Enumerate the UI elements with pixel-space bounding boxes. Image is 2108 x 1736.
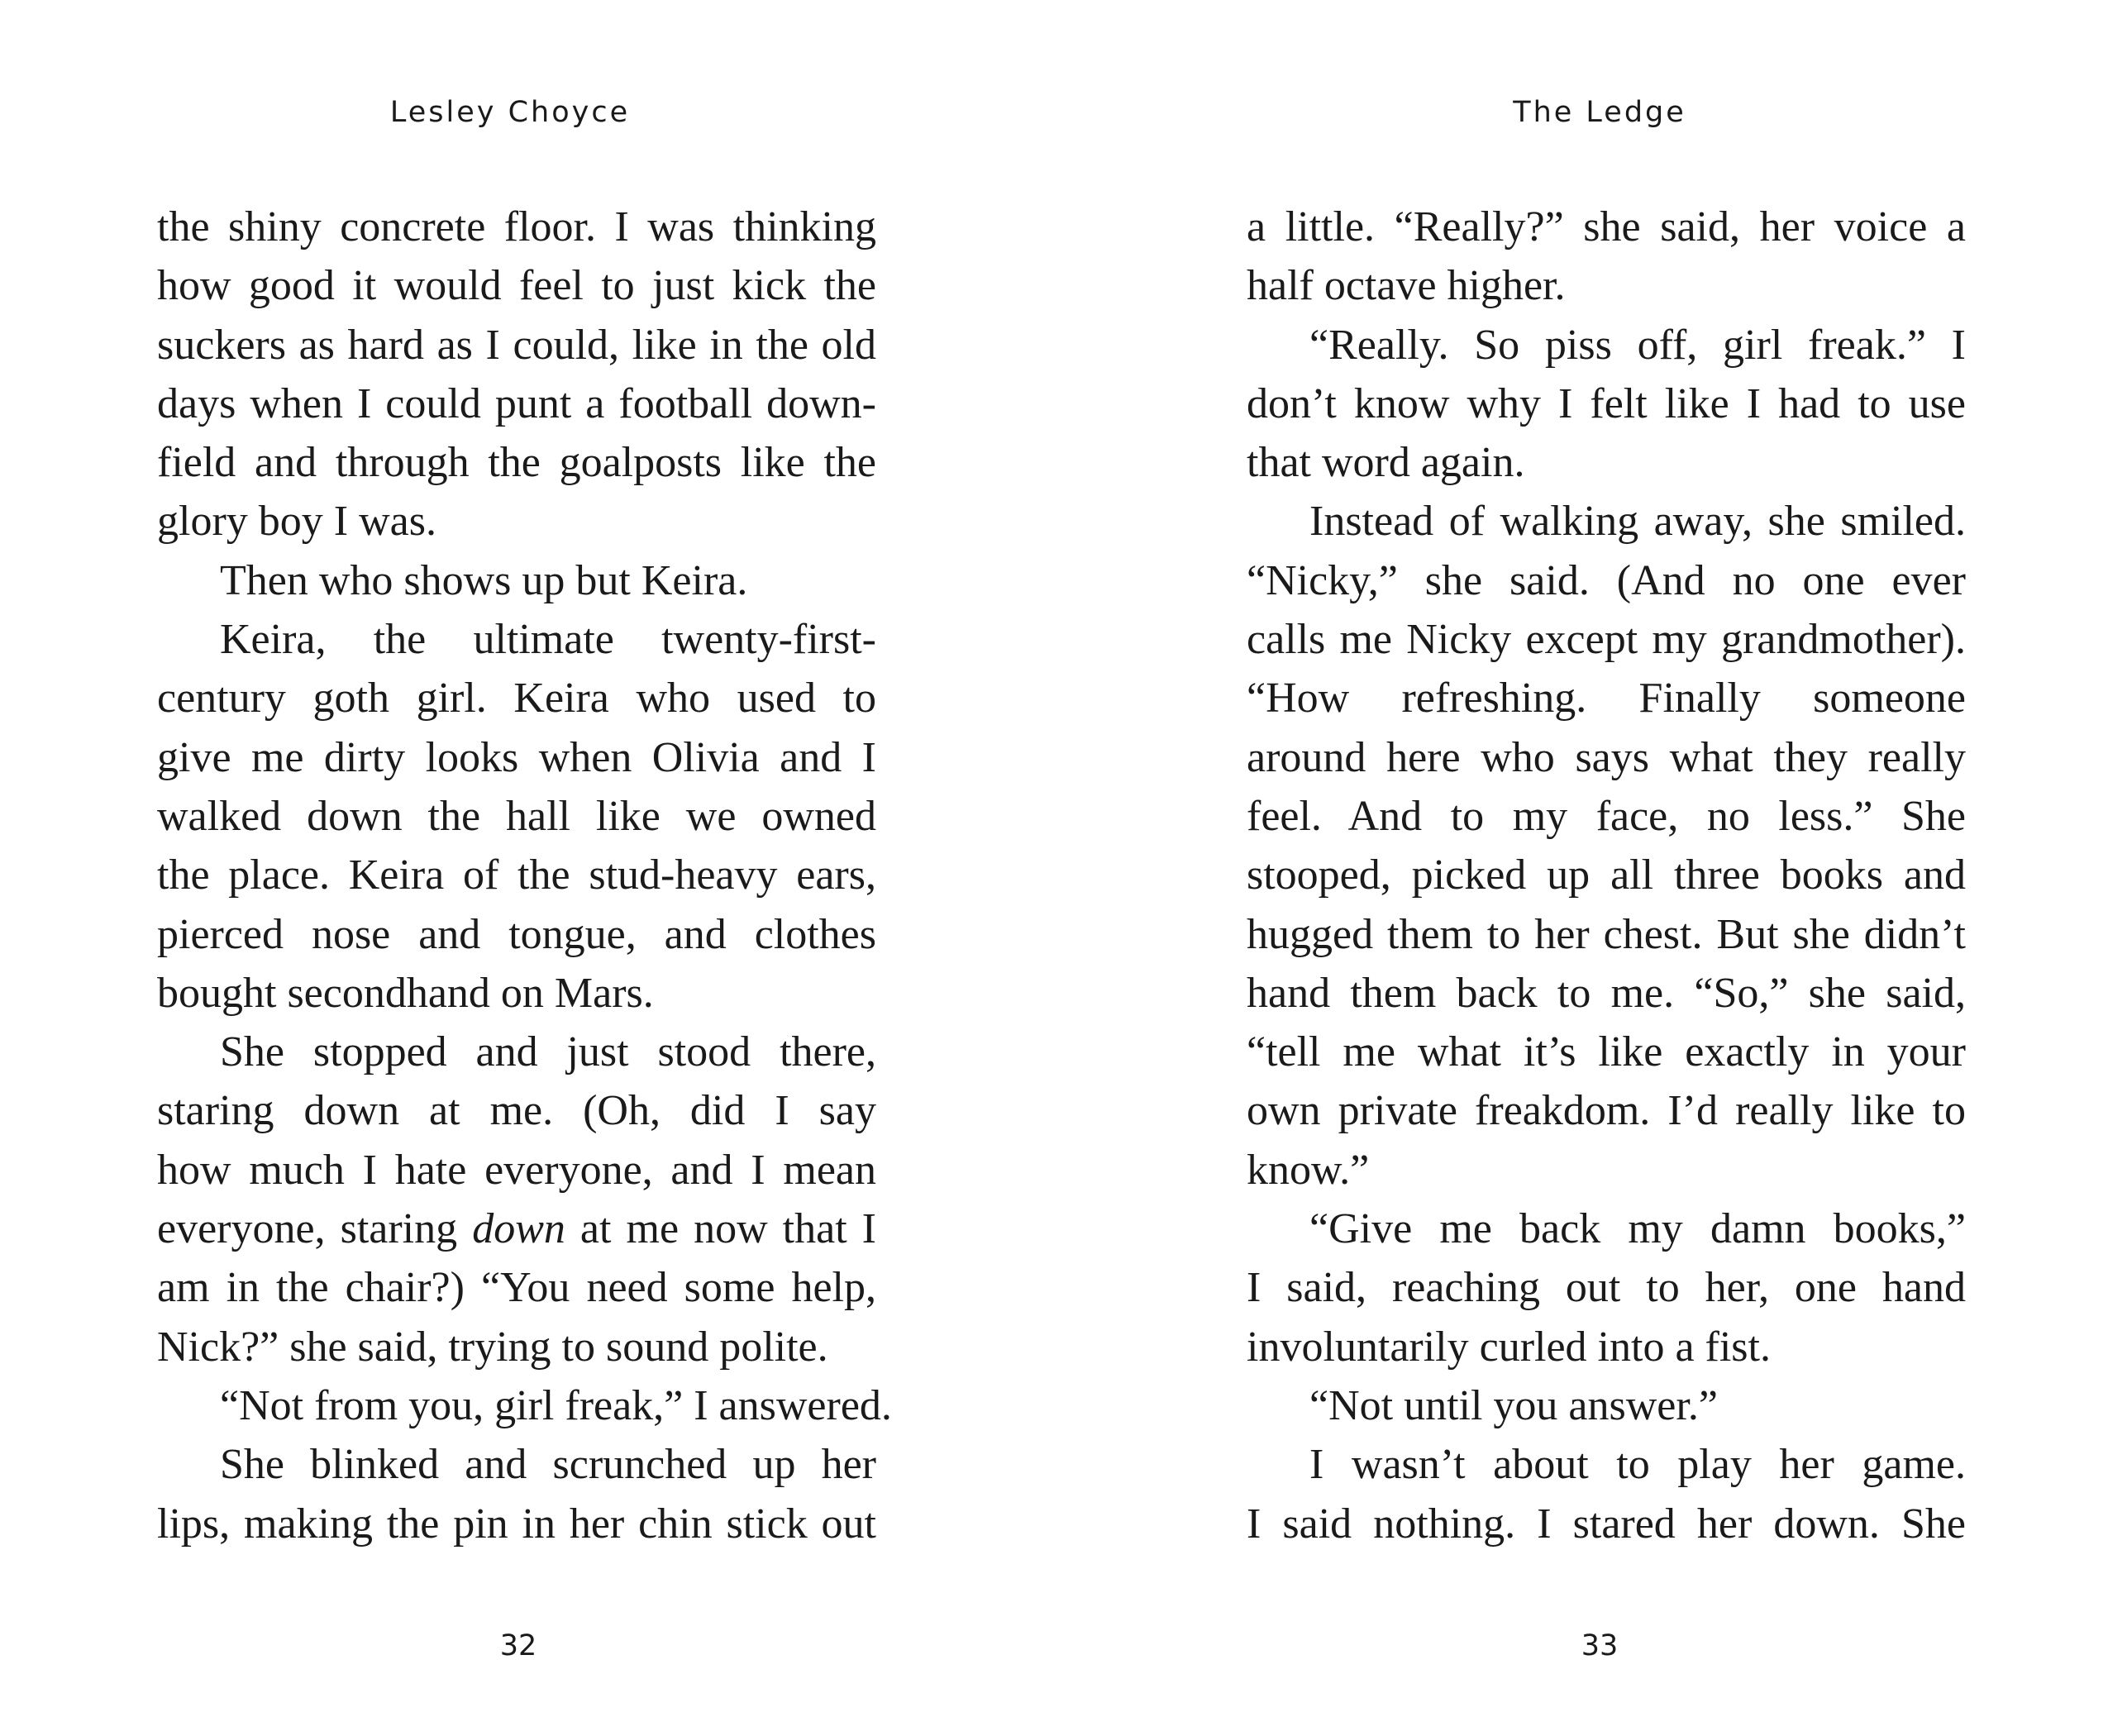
text-line: She blinked and scrunched up her [220, 1441, 876, 1489]
text-line: “Not until you answer.” [1309, 1381, 1718, 1429]
text-line: I said, reaching out to her, one hand [1247, 1264, 1966, 1312]
text-line: hugged them to her chest. But she didn’t [1247, 910, 1966, 958]
text-line: stooped, picked up all three books and [1247, 851, 1966, 899]
text-line: how much I hate everyone, and I mean [157, 1146, 876, 1194]
text-line: am in the chair?) “You need some help, [157, 1264, 876, 1312]
text-segment: everyone, staring [157, 1205, 473, 1253]
text-line: around here who says what they really [1247, 733, 1966, 781]
text-line: pierced nose and tongue, and clothes [157, 910, 876, 958]
text-line: a little. “Really?” she said, her voice a [1247, 203, 1966, 250]
emphasis-text: down [472, 1205, 565, 1253]
text-line: century goth girl. Keira who used to [157, 675, 876, 723]
text-line: lips, making the pin in her chin stick out [157, 1500, 876, 1548]
text-line: give me dirty looks when Olivia and I [157, 733, 876, 781]
body-text [157, 198, 892, 1553]
text-line: field and through the goalposts like the [157, 439, 876, 487]
text-line: involuntarily curled into a fist. [1247, 1323, 1771, 1371]
text-line: half octave higher. [1247, 262, 1566, 310]
text-line: hand them back to me. “So,” she said, [1247, 969, 1966, 1017]
text-line: Keira, the ultimate twenty-first- [220, 616, 876, 664]
running-head-title: The Ledge [1513, 96, 1686, 129]
text-line: Nick?” she said, trying to sound polite. [157, 1323, 828, 1371]
text-line-with-emphasis [157, 1199, 876, 1258]
text-line: “Nicky,” she said. (And no one ever [1247, 556, 1966, 604]
text-line: bought secondhand on Mars. [157, 969, 654, 1017]
text-line: “tell me what it’s like exactly in your [1247, 1028, 1966, 1076]
text-line: glory boy I was. [157, 498, 436, 546]
text-line: walked down the hall like we owned [157, 792, 876, 840]
text-line: I said nothing. I stared her down. She [1247, 1500, 1966, 1548]
text-line: calls me Nicky except my grandmother). [1247, 616, 1966, 664]
right-page [1247, 0, 1966, 1736]
text-line: know.” [1247, 1146, 1370, 1194]
text-line: that word again. [1247, 439, 1525, 487]
text-line: Instead of walking away, she smiled. [1309, 498, 1966, 546]
running-head-author: Lesley Choyce [389, 96, 631, 129]
text-line: “Really. So piss off, girl freak.” I [1309, 321, 1966, 369]
body-text [1247, 198, 1966, 1553]
text-line: the shiny concrete floor. I was thinking [157, 203, 876, 250]
text-line: “How refreshing. Finally someone [1247, 675, 1966, 723]
text-line: suckers as hard as I could, like in the old [157, 321, 876, 369]
left-page [157, 0, 892, 1736]
page-number: 33 [1581, 1629, 1619, 1662]
text-line: She stopped and just stood there, [220, 1028, 876, 1076]
text-line: “Not from you, girl freak,” I answered. [220, 1381, 892, 1429]
text-line: the place. Keira of the stud-heavy ears, [157, 851, 876, 899]
text-line: don’t know why I felt like I had to use [1247, 379, 1966, 427]
text-segment: at me now that I [565, 1205, 876, 1253]
text-line: staring down at me. (Oh, did I say [157, 1087, 876, 1135]
text-line: I wasn’t about to play her game. [1309, 1441, 1966, 1489]
text-line: how good it would feel to just kick the [157, 262, 876, 310]
text-line: “Give me back my damn books,” [1309, 1205, 1966, 1253]
text-line: own private freakdom. I’d really like to [1247, 1087, 1966, 1135]
text-line: Then who shows up but Keira. [220, 556, 748, 604]
text-line: days when I could punt a football down- [157, 379, 876, 427]
text-line: feel. And to my face, no less.” She [1247, 792, 1966, 840]
page-number: 32 [499, 1629, 537, 1662]
